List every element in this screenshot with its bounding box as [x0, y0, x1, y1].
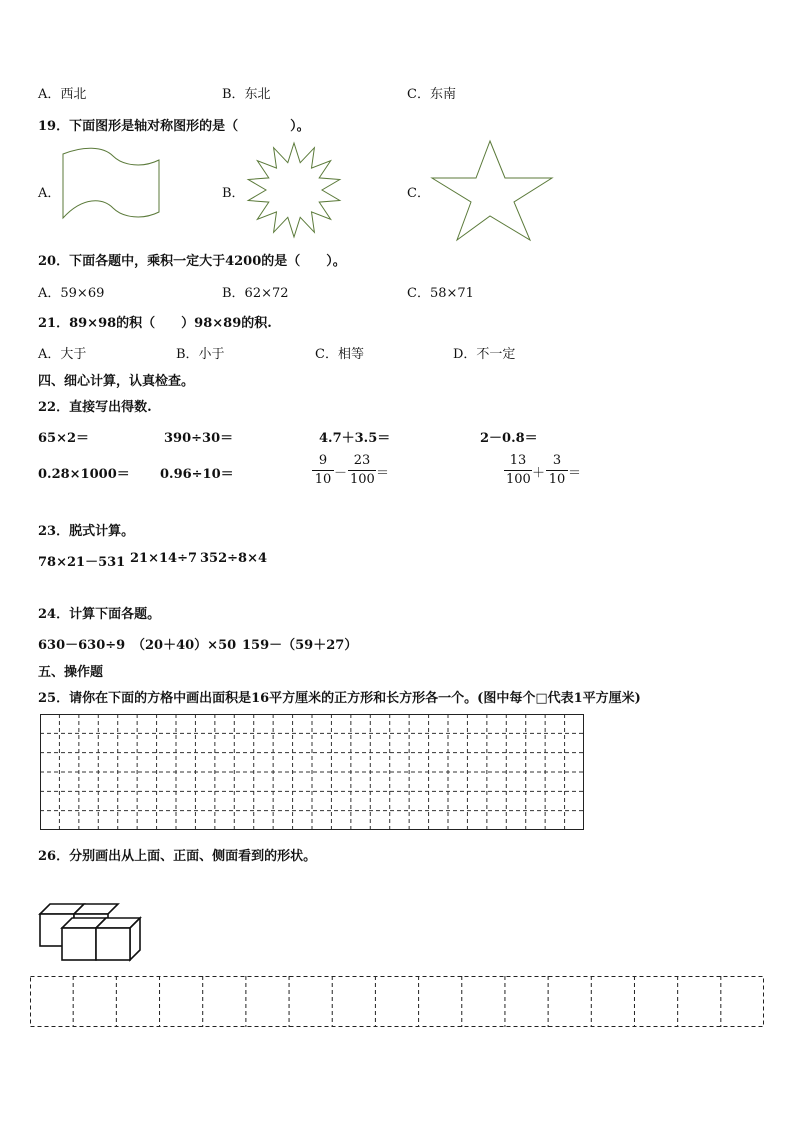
q19-question: 19．下面图形是轴对称图形的是（ ）。 [38, 119, 310, 134]
plus-sign: ＋ [532, 466, 546, 481]
q23-question: 23．脱式计算。 [38, 524, 135, 539]
section4-title: 四、细心计算，认真检查。 [38, 374, 195, 389]
q18-option-a: A．西北 [38, 87, 87, 102]
q23-item-1: 78×21－531 [38, 555, 126, 570]
fraction-denominator: 10 [548, 472, 566, 487]
section5-title: 五、操作题 [38, 665, 104, 680]
q24-item-3: 159－（59＋27） [242, 638, 358, 653]
fraction-denominator: 100 [350, 472, 375, 487]
minus-sign: － [334, 466, 348, 481]
q24-item-2: （20＋40）×50 [132, 638, 237, 653]
fraction-13-100 [504, 452, 532, 489]
answer-grid [30, 976, 764, 1028]
q20-option-b: B．62×72 [222, 286, 289, 301]
q21-question: 21．89×98的积（ ）98×89的积. [38, 316, 272, 331]
fraction-numerator: 23 [353, 453, 371, 468]
q18-option-c: C．东南 [407, 87, 456, 102]
q24-question: 24．计算下面各题。 [38, 607, 161, 622]
q23-item-2: 21×14÷7 [130, 551, 198, 566]
fraction-3-10 [546, 452, 568, 489]
q20-option-a: A．59×69 [38, 286, 105, 301]
q20-question: 20．下面各题中，乘积一定大于4200的是（ ）。 [38, 254, 346, 269]
q19-label-a: A． [38, 186, 61, 201]
fraction-numerator: 9 [318, 453, 328, 468]
q19-label-c: C． [407, 186, 430, 201]
q21-option-c: C．相等 [315, 347, 364, 362]
q22-item-3: 4.7＋3.5＝ [319, 431, 391, 446]
star-shape [430, 140, 554, 242]
q19-label-b: B． [222, 186, 245, 201]
q24-item-1: 630－630÷9 [38, 638, 126, 653]
fraction-9-10 [312, 452, 334, 489]
cube-stack-figure [40, 904, 144, 958]
equals-sign: ＝ [568, 466, 582, 481]
wave-flag-shape [58, 148, 164, 224]
q22-item-1: 65×2＝ [38, 431, 90, 446]
q26-question: 26．分别画出从上面、正面、侧面看到的形状。 [38, 849, 317, 864]
square-grid [40, 714, 584, 830]
q22-item-2: 390÷30＝ [164, 431, 234, 446]
q20-option-c: C．58×71 [407, 286, 474, 301]
fraction-numerator: 13 [509, 453, 527, 468]
fraction-numerator: 3 [552, 453, 562, 468]
q18-option-b: B．东北 [222, 87, 271, 102]
q21-option-b: B．小于 [176, 347, 225, 362]
q21-option-d: D．不一定 [453, 347, 516, 362]
q22-item-6: 0.96÷10＝ [160, 467, 234, 482]
q22-item-5: 0.28×1000＝ [38, 467, 130, 482]
fraction-denominator: 100 [506, 472, 531, 487]
q22-question: 22．直接写出得数. [38, 400, 152, 415]
q25-question: 25．请你在下面的方格中画出面积是16平方厘米的正方形和长方形各一个。(图中每个□代表1平方厘米) [38, 691, 641, 706]
fraction-denominator: 10 [314, 472, 332, 487]
q21-option-a: A．大于 [38, 347, 87, 362]
fraction-23-100 [348, 452, 376, 489]
starburst-shape [244, 142, 344, 238]
q23-item-3: 352÷8×4 [200, 551, 268, 566]
q22-item-4: 2－0.8＝ [480, 431, 538, 446]
equals-sign: ＝ [376, 466, 390, 481]
